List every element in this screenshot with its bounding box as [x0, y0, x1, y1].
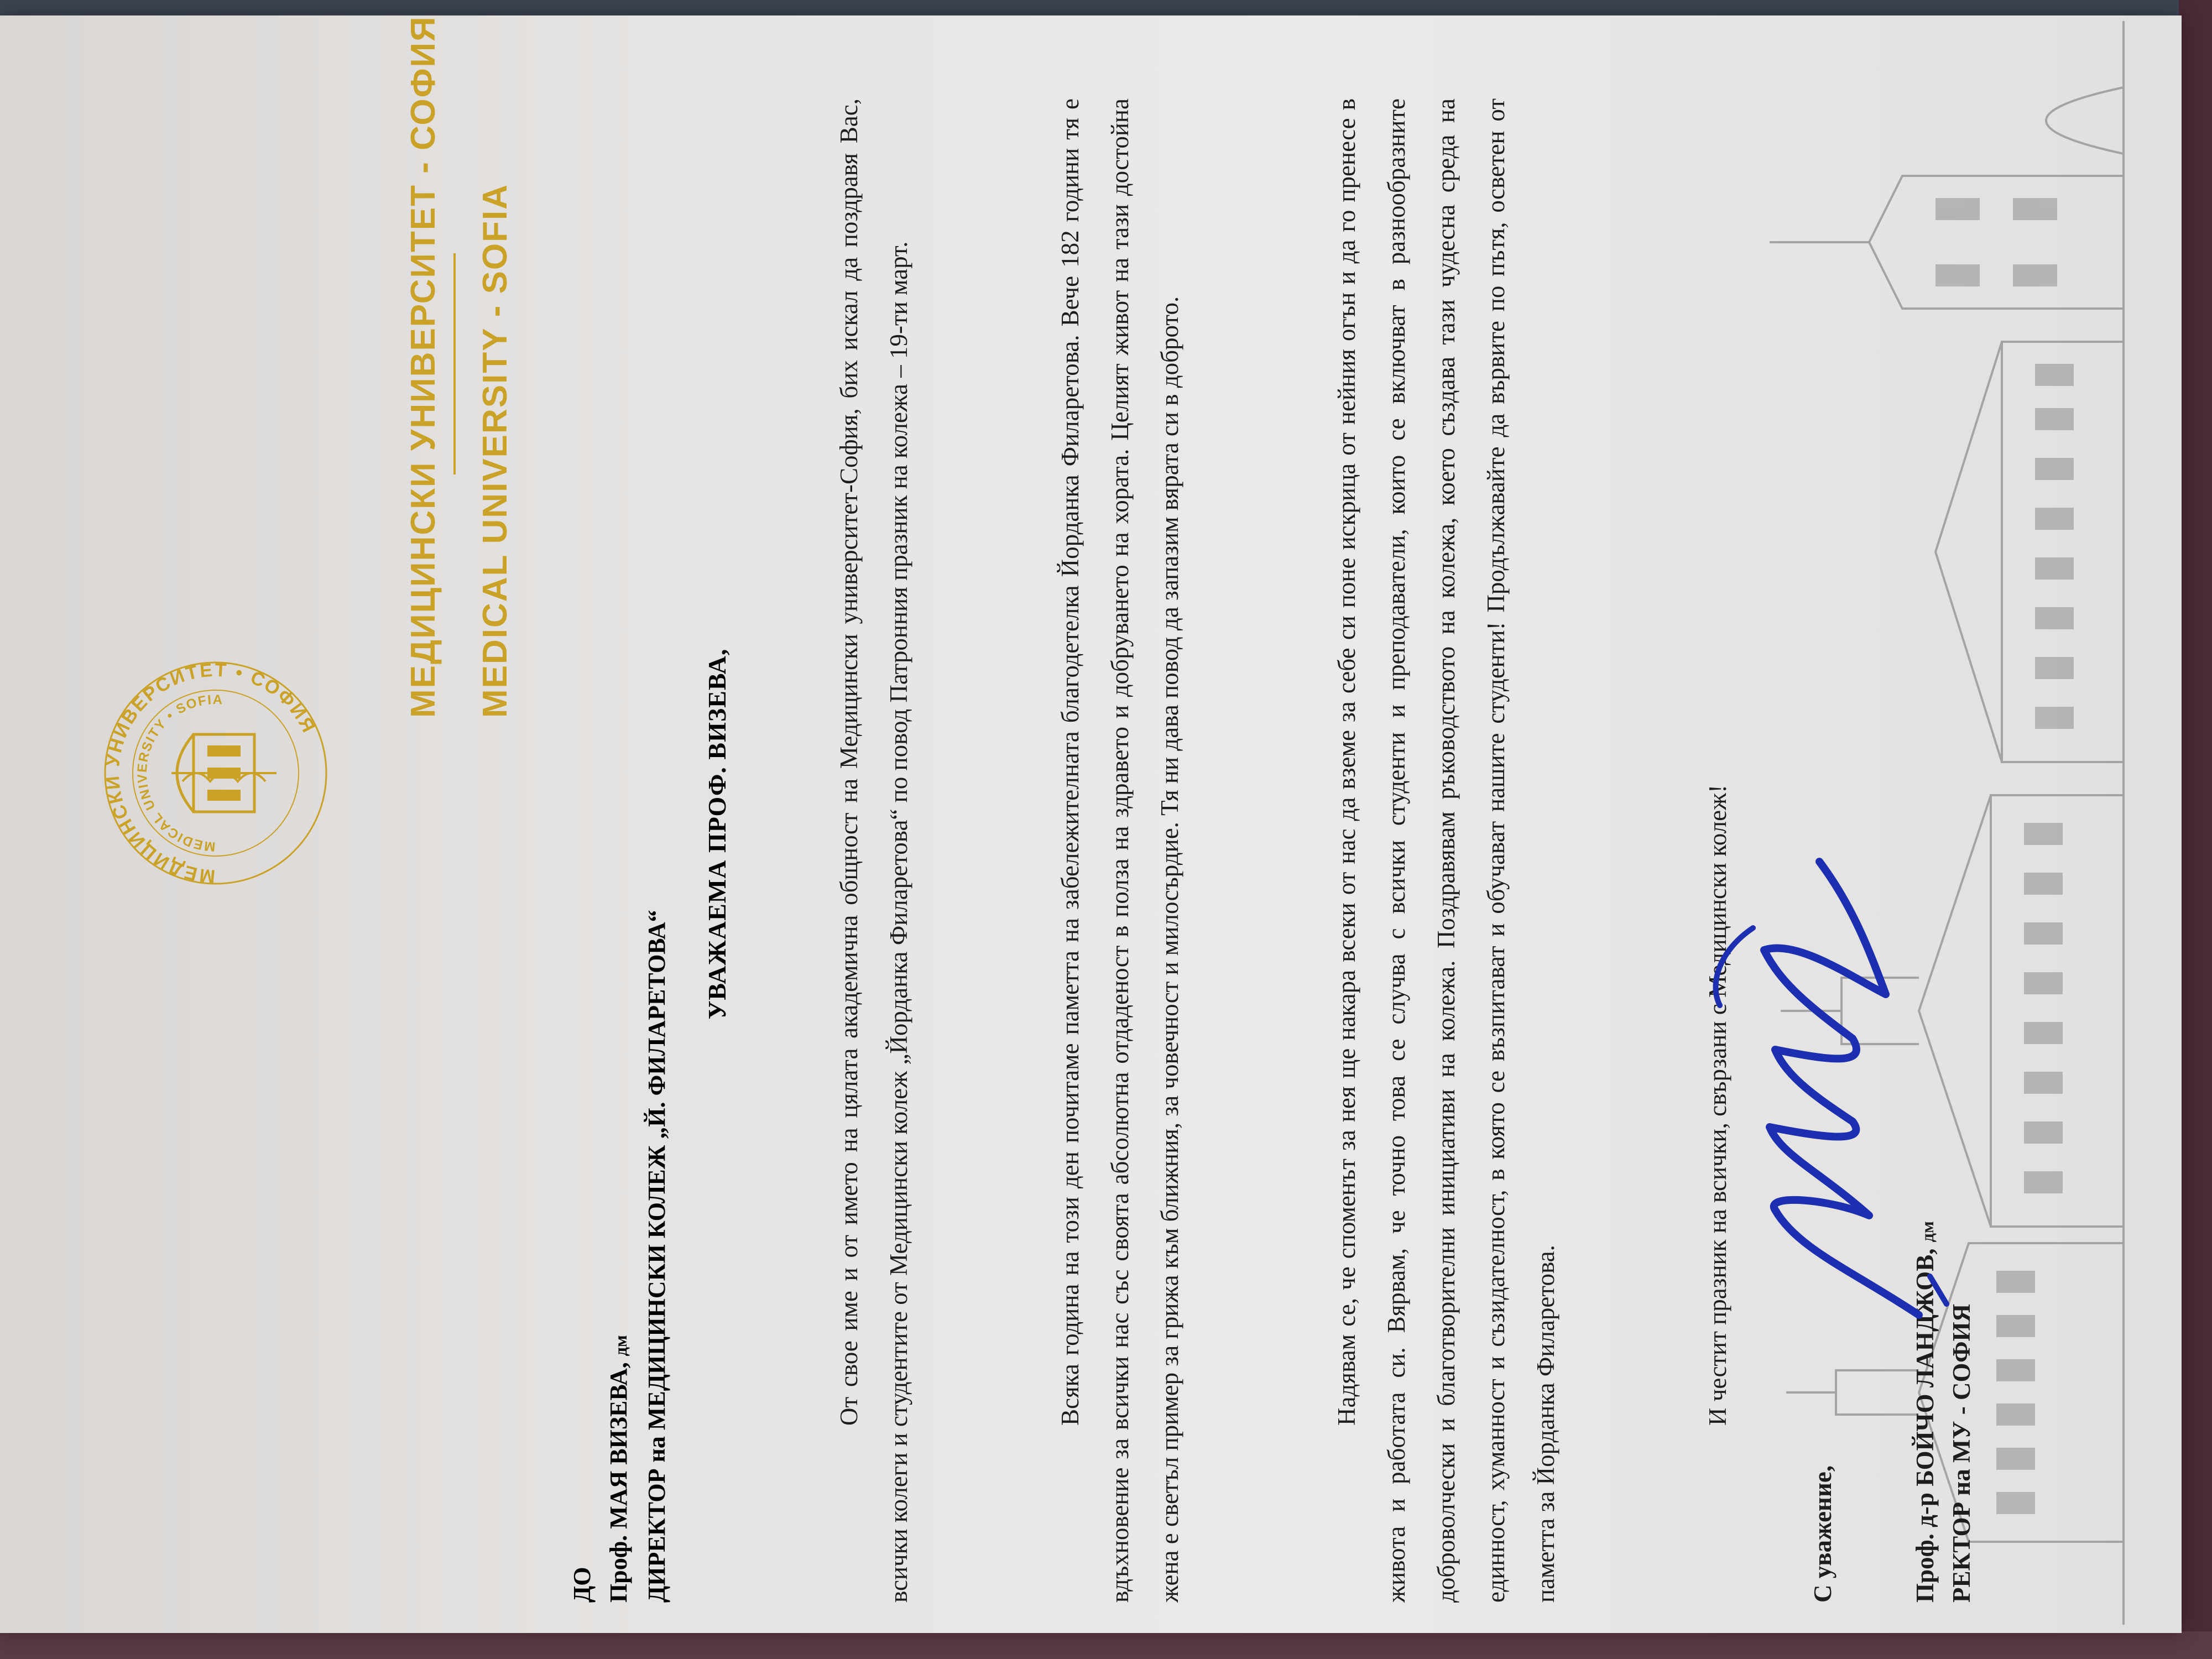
paragraph-2: Всяка година на този ден почитаме паметта на забележителната благодетелка Йорданка Филаретова. Вече 182 години тя е вдъхновение за всички нас със своята абсолютна отдаденост в полза на здравето и добруването на хората. Целият живот на тази достойна жена е светъл пример за грижа към ближния, за човечност и милосърдие. Тя ни дава повод да запазим вярата си в доброто.	[1056, 98, 1183, 1603]
letterhead-divider	[453, 253, 456, 474]
signer-degree: дм	[1917, 1221, 1937, 1243]
addressee-block	[564, 275, 675, 1603]
regards: С уважение,	[1809, 1465, 1837, 1603]
addressee-name: Проф. МАЯ ВИЗЕВА,	[605, 1362, 632, 1603]
paragraph-1: От свое име и от името на цялата академична общност на Медицински университет-София, бих искал да поздравя Вас, всички колеги и студентите от Медицински колеж „Йорданка Филаретова“ по повод Патронния празник на колежа – 19-ти март.	[835, 98, 912, 1603]
addressee-to: ДО	[568, 1567, 596, 1603]
svg-text:MEDICAL UNIVERSITY • SOFIA: MEDICAL UNIVERSITY • SOFIA	[134, 692, 224, 854]
university-name-en: MEDICAL UNIVERSITY - SOFIA	[476, 183, 514, 718]
handwritten-signature	[1687, 839, 1963, 1337]
addressee-degree: дм	[611, 1335, 630, 1357]
background-folder-edge-bottom	[0, 1631, 2212, 1659]
closing-line: И честит празник на всички, свързани с Медицински колеж!	[1704, 784, 1731, 1426]
letter-sheet	[0, 15, 2182, 1633]
university-seal-icon	[100, 657, 332, 889]
paragraph-3: Надявам се, че споменът за нея ще накара всеки от нас да вземе за себе си поне искрица от нейния огън и да го пренесе в живота и работата си. Вярвам, че точно това се случва с всички студенти и преподаватели, които се включват в разнообразните доброволчески и благотворителни инициативи на колежа. Поздравявам ръководството на колежа, което създава тази чудесна среда на единност, хуманност и съзидателност, в която се възпитават и обучават нашите студенти! Продължавайте да вървите по пътя, осветен от паметта за Йорданка Филаретова.	[1333, 98, 1559, 1603]
salutation: УВАЖАЕМА ПРОФ. ВИЗЕВА,	[703, 648, 731, 1020]
signer-position: РЕКТОР на МУ - СОФИЯ	[1948, 1303, 1975, 1603]
addressee-name-line	[601, 275, 639, 1603]
university-name-bg: МЕДИЦИНСКИ УНИВЕРСИТЕТ - СОФИЯ	[404, 15, 442, 718]
addressee-position: ДИРЕКТОР на МЕДИЦИНСКИ КОЛЕЖ „Й. ФИЛАРЕТОВА“	[643, 910, 670, 1603]
letter-page	[11, 15, 2168, 1625]
signer-name: Проф. д-р БОЙЧО ЛАНДЖОВ,	[1911, 1248, 1939, 1603]
svg-text:МЕДИЦИНСКИ УНИВЕРСИТЕТ • СОФИЯ: МЕДИЦИНСКИ УНИВЕРСИТЕТ • СОФИЯ	[102, 659, 320, 887]
background-folder-edge	[2179, 0, 2212, 1659]
